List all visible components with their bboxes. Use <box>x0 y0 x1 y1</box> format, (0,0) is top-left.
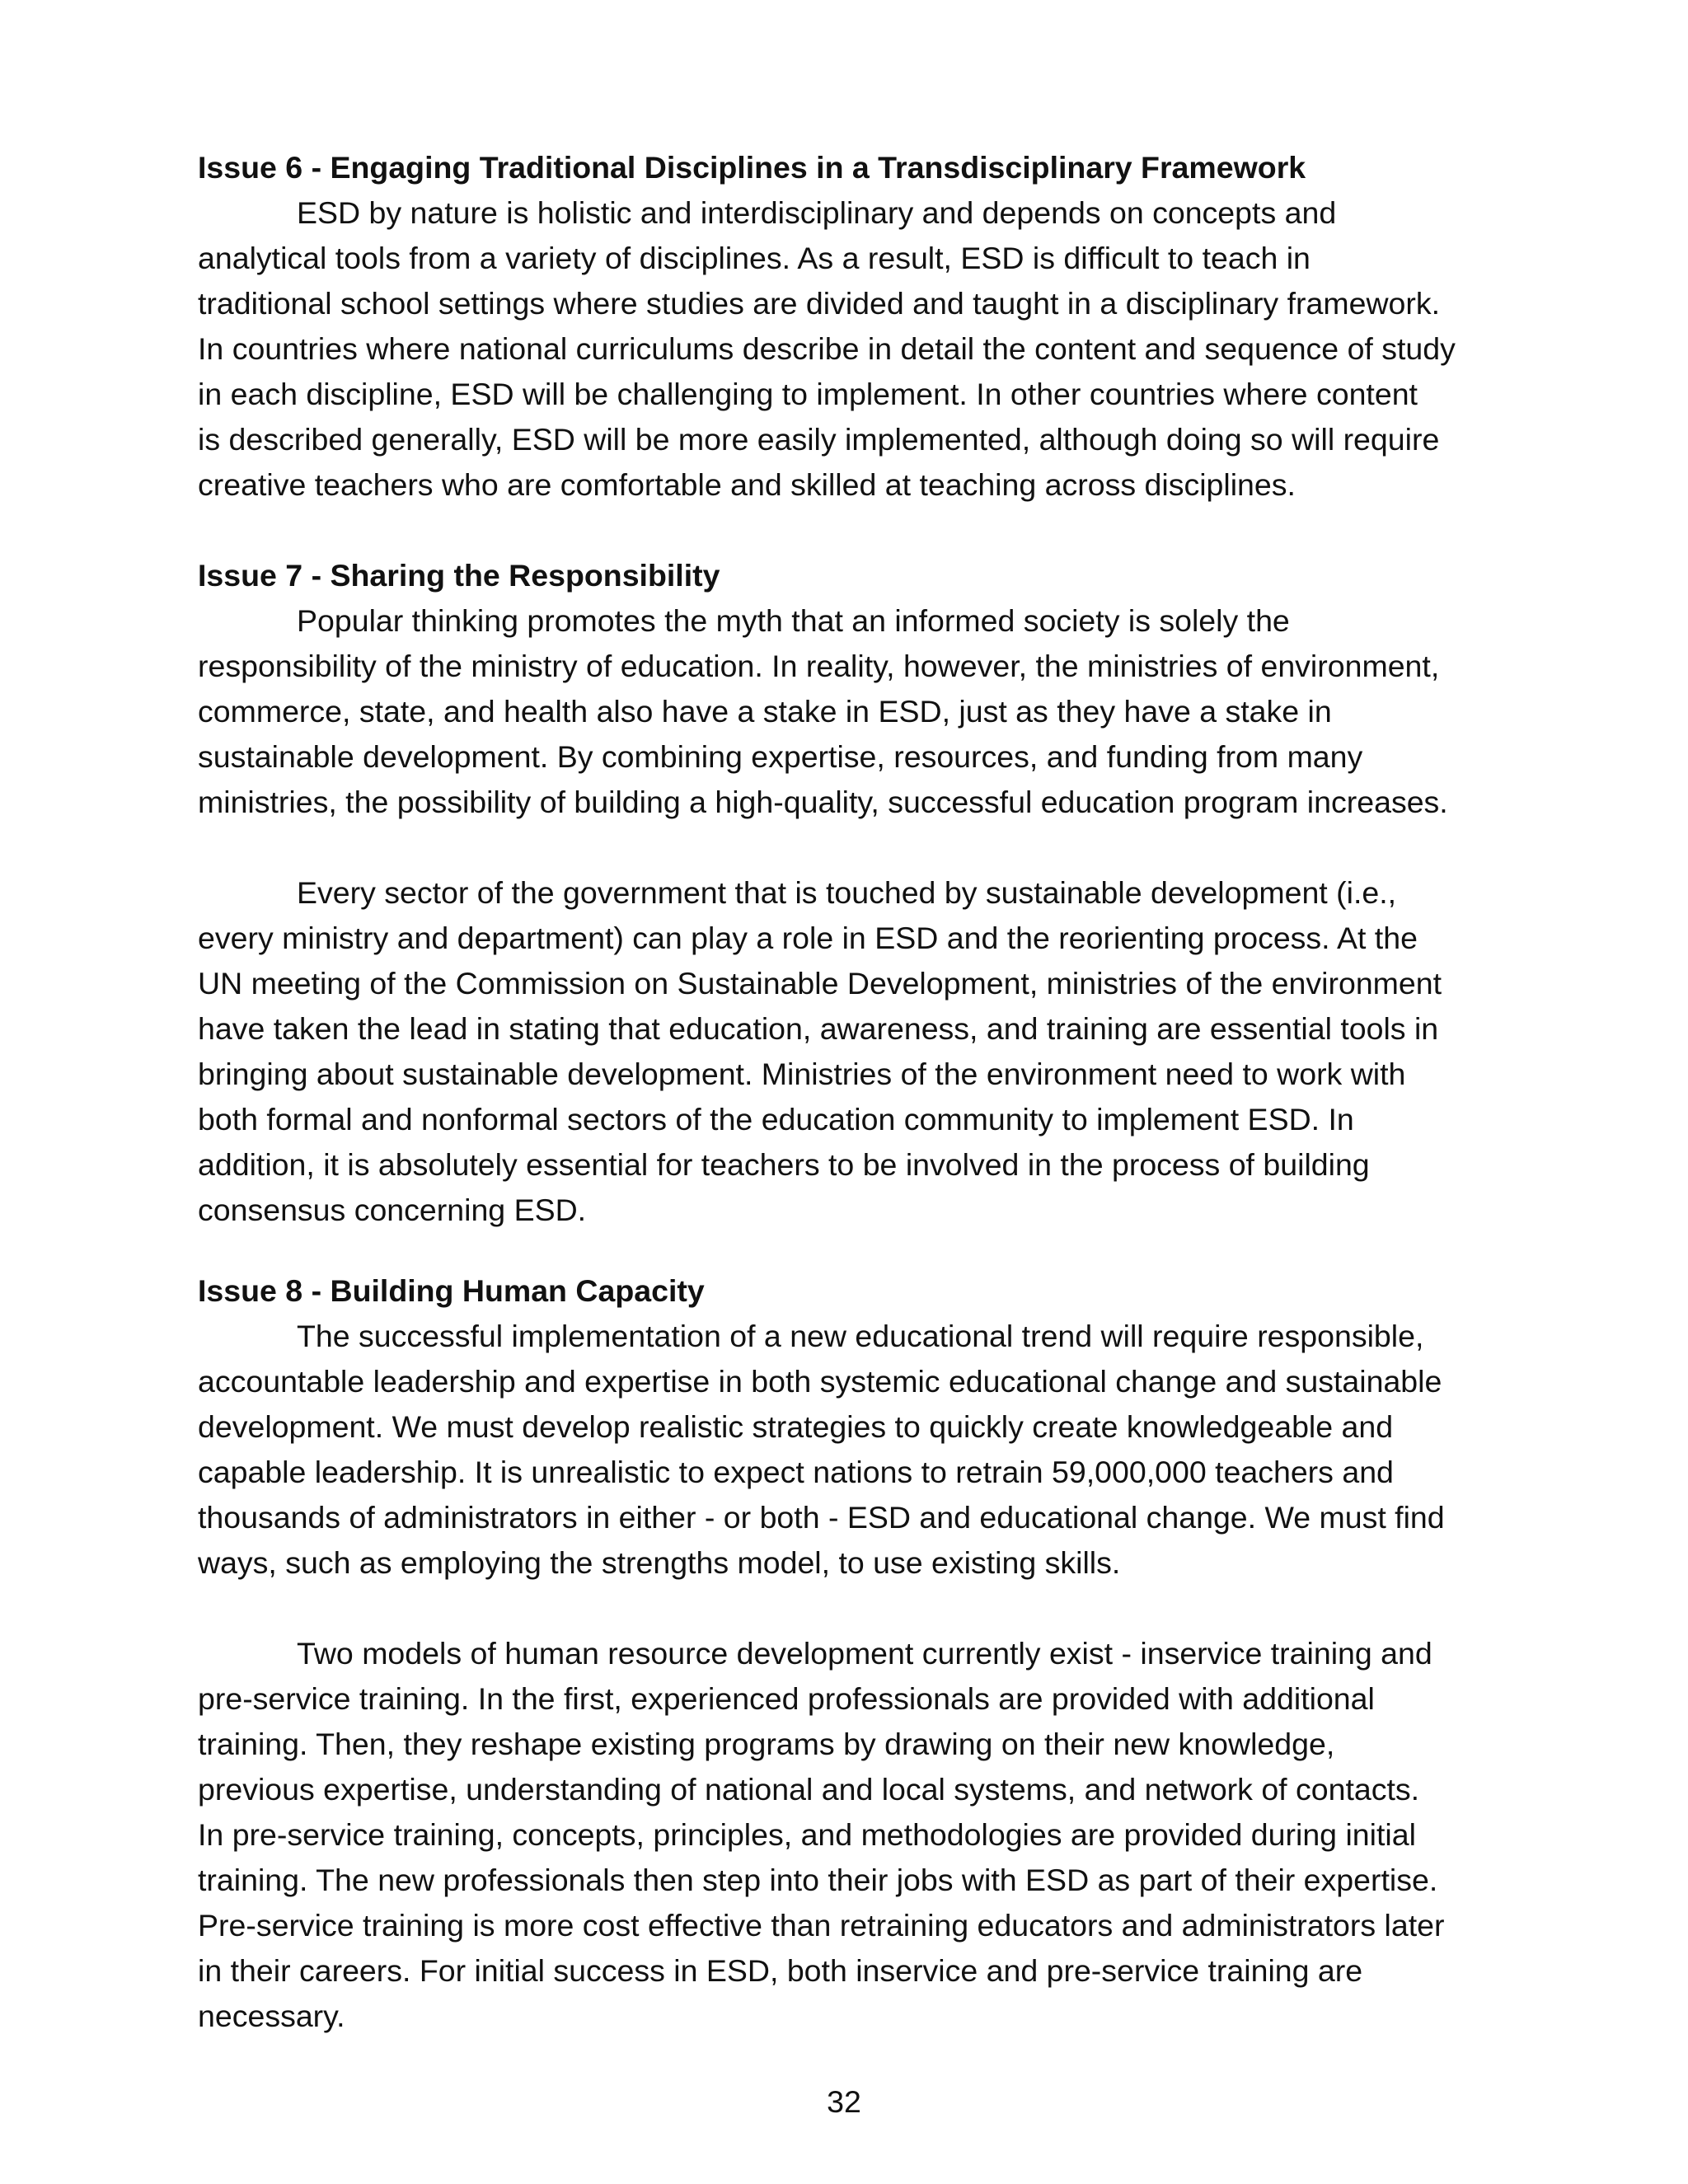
text-line: commerce, state, and health also have a stake in ESD, just as they have a stake in <box>198 694 1332 729</box>
text-line: In pre-service training, concepts, principles, and methodologies are provided during initial <box>198 1817 1416 1852</box>
spacer <box>198 1586 1492 1631</box>
paragraph <box>198 598 1492 825</box>
text-line: every ministry and department) can play a role in ESD and the reorienting process. At the <box>198 921 1418 955</box>
text-line: training. The new professionals then step into their jobs with ESD as part of their expertise. <box>198 1863 1438 1897</box>
text-line: pre-service training. In the first, experienced professionals are provided with additional <box>198 1681 1375 1716</box>
paragraph <box>198 190 1492 508</box>
text-line: in their careers. For initial success in ESD, both inservice and pre-service training are <box>198 1953 1363 1988</box>
section-heading: Issue 6 - Engaging Traditional Disciplines in a Transdisciplinary Framework <box>198 150 1306 185</box>
section-issue-8 <box>198 1268 1492 2039</box>
text-line: previous expertise, understanding of national and local systems, and network of contacts. <box>198 1772 1420 1807</box>
text-line: traditional school settings where studies are divided and taught in a disciplinary framework. <box>198 286 1441 321</box>
text-line: ministries, the possibility of building a high-quality, successful education program increases. <box>198 785 1448 819</box>
text-line: responsibility of the ministry of education. In reality, however, the ministries of environment, <box>198 649 1440 683</box>
text-line: analytical tools from a variety of disciplines. As a result, ESD is difficult to teach in <box>198 241 1311 275</box>
text-line: sustainable development. By combining expertise, resources, and funding from many <box>198 739 1363 774</box>
text-line: Popular thinking promotes the myth that an informed society is solely the <box>297 603 1290 638</box>
text-line: training. Then, they reshape existing programs by drawing on their new knowledge, <box>198 1727 1335 1761</box>
text-line: capable leadership. It is unrealistic to expect nations to retrain 59,000,000 teachers and <box>198 1455 1394 1489</box>
text-line: Pre-service training is more cost effective than retraining educators and administrators later <box>198 1908 1445 1943</box>
spacer <box>198 825 1492 870</box>
section-issue-7 <box>198 553 1492 1233</box>
text-line: in each discipline, ESD will be challenging to implement. In other countries where content <box>198 377 1418 411</box>
text-line: ESD by nature is holistic and interdisciplinary and depends on concepts and <box>297 195 1337 230</box>
text-line: Every sector of the government that is touched by sustainable development (i.e., <box>297 875 1397 910</box>
text-line: consensus concerning ESD. <box>198 1193 587 1227</box>
text-line: creative teachers who are comfortable and skilled at teaching across disciplines. <box>198 467 1296 502</box>
text-line: Two models of human resource development currently exist - inservice training and <box>297 1636 1432 1671</box>
text-line: The successful implementation of a new educational trend will require responsible, <box>297 1319 1424 1353</box>
paragraph <box>198 1314 1492 1586</box>
text-line: thousands of administrators in either - or both - ESD and educational change. We must find <box>198 1500 1445 1535</box>
section-heading: Issue 7 - Sharing the Responsibility <box>198 558 720 593</box>
spacer <box>198 1233 1492 1268</box>
text-line: both formal and nonformal sectors of the education community to implement ESD. In <box>198 1102 1354 1137</box>
text-line: In countries where national curriculums describe in detail the content and sequence of study <box>198 331 1456 366</box>
text-line: ways, such as employing the strengths model, to use existing skills. <box>198 1545 1121 1580</box>
paragraph <box>198 1631 1492 2039</box>
text-line: addition, it is absolutely essential for teachers to be involved in the process of building <box>198 1147 1370 1182</box>
text-line: have taken the lead in stating that education, awareness, and training are essential tools in <box>198 1011 1439 1046</box>
spacer <box>198 508 1492 553</box>
text-line: development. We must develop realistic strategies to quickly create knowledgeable and <box>198 1409 1394 1444</box>
document-page <box>198 145 1492 2039</box>
section-heading: Issue 8 - Building Human Capacity <box>198 1273 705 1308</box>
paragraph <box>198 870 1492 1233</box>
page-number: 32 <box>827 2084 861 2119</box>
section-issue-6 <box>198 145 1492 508</box>
text-line: bringing about sustainable development. Ministries of the environment need to work with <box>198 1057 1406 1091</box>
text-line: is described generally, ESD will be more easily implemented, although doing so will require <box>198 422 1440 457</box>
text-line: necessary. <box>198 1999 345 2033</box>
text-line: UN meeting of the Commission on Sustainable Development, ministries of the environment <box>198 966 1442 1001</box>
text-line: accountable leadership and expertise in both systemic educational change and sustainable <box>198 1364 1442 1399</box>
